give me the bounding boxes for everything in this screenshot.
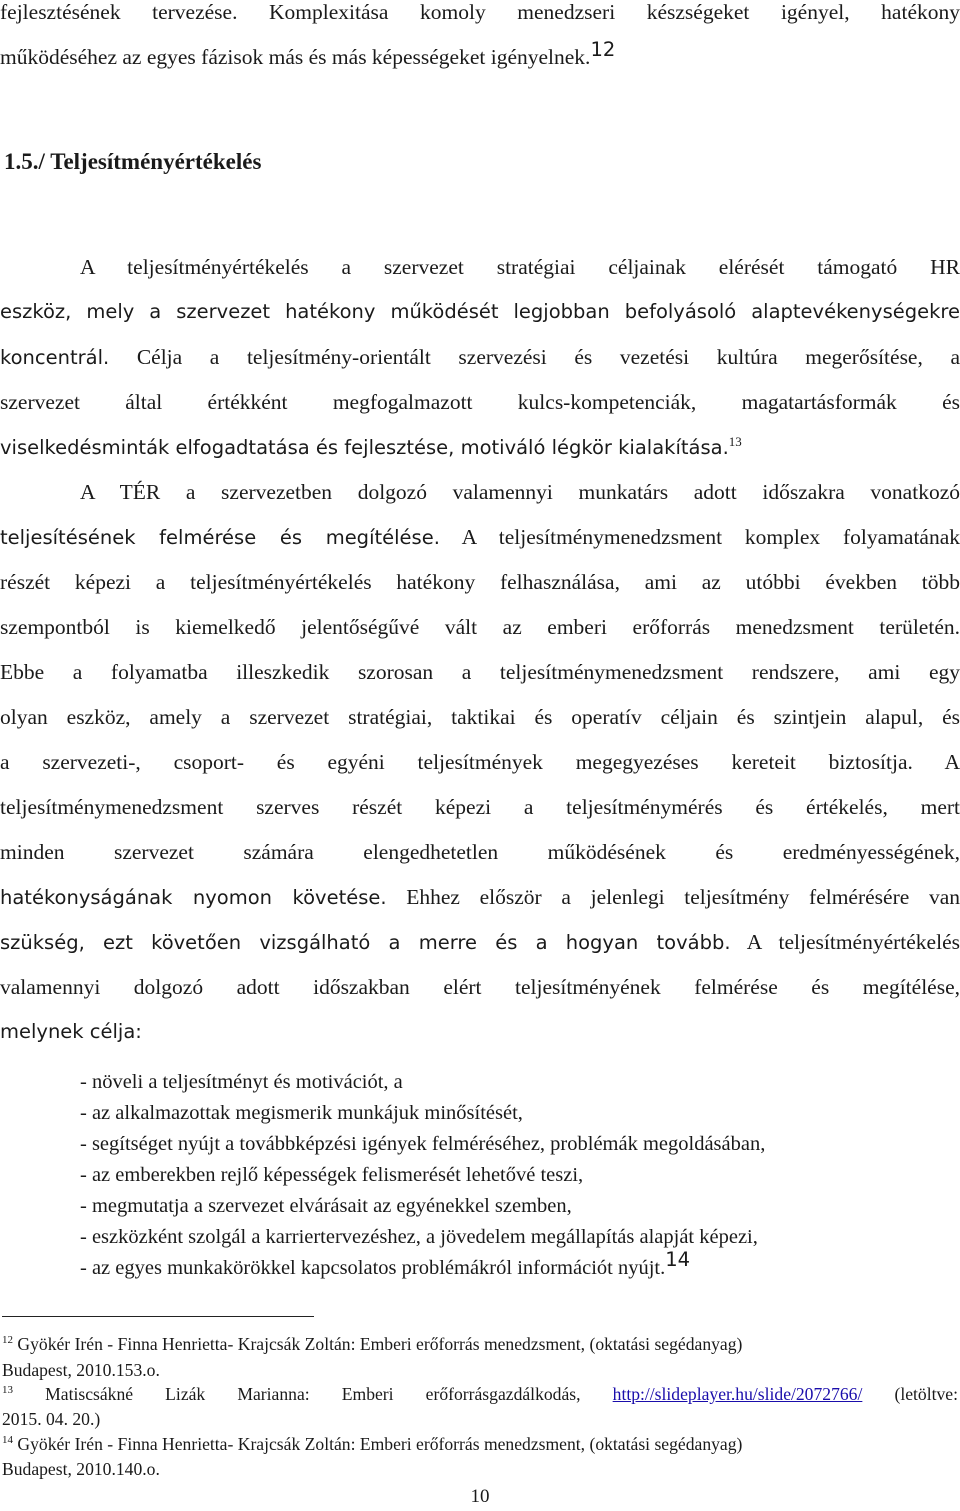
list-item: - az alkalmazottak megismerik munkájuk minősítését, xyxy=(80,1102,523,1124)
list-item: - az emberekben rejlő képességek felismerését lehetővé teszi, xyxy=(80,1164,584,1186)
footnote-ref-14: 14 xyxy=(665,1248,691,1272)
list-item: - az egyes munkakörökkel kapcsolatos problémákról információt nyújt.$^{14}$ xyxy=(80,1248,691,1279)
page-number: 10 xyxy=(470,1486,490,1507)
body-line: hatékonyságának nyomon követése. Ehhez először a jelenlegi teljesítmény felmérésére van xyxy=(0,885,960,909)
section-heading: 1.5./ Teljesítményértékelés xyxy=(4,149,262,174)
body-line: Ebbe a folyamatba illeszkedik szorosan a teljesítménymenedzsment rendszere, ami egy xyxy=(0,660,960,684)
body-line: olyan eszköz, amely a szervezet stratégiai, taktikai és operatív céljain és szintjein alapul, és xyxy=(0,705,960,729)
body-line: teljesítménymenedzsment szerves részét képezi a teljesítménymérés és értékelés, mert xyxy=(0,795,960,819)
footnote-14-cont: Budapest, 2010.140.o. xyxy=(2,1459,160,1479)
footnote-ref-12: 12 xyxy=(590,37,616,61)
body-line: valamennyi dolgozó adott időszakban elért teljesítményének felmérése és megítélése, xyxy=(0,975,960,999)
body-line: részét képezi a teljesítményértékelés hatékony felhasználása, ami az utóbbi években több xyxy=(0,570,960,594)
body-line: eszköz, mely a szervezet hatékony működését legjobban befolyásoló alaptevékenységekre xyxy=(0,300,960,323)
footnote-13: $^{13}$ Matiscsákné Lizák Marianna: Emberi erőforrásgazdálkodás, http://slideplayer.hu/slide/2072766/ (letöltve: xyxy=(2,1384,958,1404)
footnote-link[interactable]: http://slideplayer.hu/slide/2072766/ xyxy=(612,1384,863,1404)
body-line: viselkedésminták elfogadtatása és fejlesztése, motiváló légkör kialakítása.$^{13}$ xyxy=(0,433,742,459)
body-line: fejlesztésének tervezése. Komplexitása komoly menedzseri készségeket igényel, hatékony xyxy=(0,0,960,24)
list-item: - segítséget nyújt a továbbképzési igények felméréséhez, problémák megoldásában, xyxy=(80,1133,766,1155)
body-line: szükség, ezt követően vizsgálható a merre és a hogyan tovább. A teljesítményértékelés xyxy=(0,930,960,954)
footnote-14: $^{14}$ Gyökér Irén - Finna Henrietta- Krajcsák Zoltán: Emberi erőforrás menedzsment, (oktatási segédanyag) xyxy=(2,1434,743,1454)
list-item: - megmutatja a szervezet elvárásait az egyénekkel szemben, xyxy=(80,1195,572,1217)
footnote-ref-13: 13 xyxy=(728,433,742,449)
body-line: teljesítésének felmérése és megítélése. A teljesítménymenedzsment komplex folyamatának xyxy=(0,525,960,549)
list-item: - növeli a teljesítményt és motivációt, a xyxy=(80,1071,403,1093)
body-line: melynek célja: xyxy=(0,1020,142,1043)
body-line: minden szervezet számára elengedhetetlen működésének és eredményességének, xyxy=(0,840,960,864)
body-line: szervezet által értékként megfogalmazott kulcs-kompetenciák, magatartásformák és xyxy=(0,390,960,414)
body-line: koncentrál. Célja a teljesítmény-orientált szervezési és vezetési kultúra megerősítése, a xyxy=(0,345,960,369)
footnote-12: $^{12}$ Gyökér Irén - Finna Henrietta- Krajcsák Zoltán: Emberi erőforrás menedzsment, (oktatási segédanyag) xyxy=(2,1334,743,1354)
body-line: a szervezeti-, csoport- és egyéni teljesítmények megegyezéses kereteit biztosítja. A xyxy=(0,750,960,774)
body-line: működéséhez az egyes fázisok más és más képességeket igényelnek.$^{12}$ xyxy=(0,37,616,69)
body-line: A teljesítményértékelés a szervezet stratégiai céljainak elérését támogató HR xyxy=(80,255,960,279)
list-item: - eszközként szolgál a karriertervezéshez, a jövedelem megállapítás alapját képezi, xyxy=(80,1226,758,1248)
footnote-13-cont: 2015. 04. 20.) xyxy=(2,1409,101,1429)
footnote-separator xyxy=(2,1316,314,1317)
body-line: A TÉR a szervezetben dolgozó valamennyi munkatárs adott időszakra vonatkozó xyxy=(80,480,960,504)
body-line: szempontból is kiemelkedő jelentőségűvé vált az emberi erőforrás menedzsment területén. xyxy=(0,615,960,639)
footnote-12-cont: Budapest, 2010.153.o. xyxy=(2,1360,160,1380)
